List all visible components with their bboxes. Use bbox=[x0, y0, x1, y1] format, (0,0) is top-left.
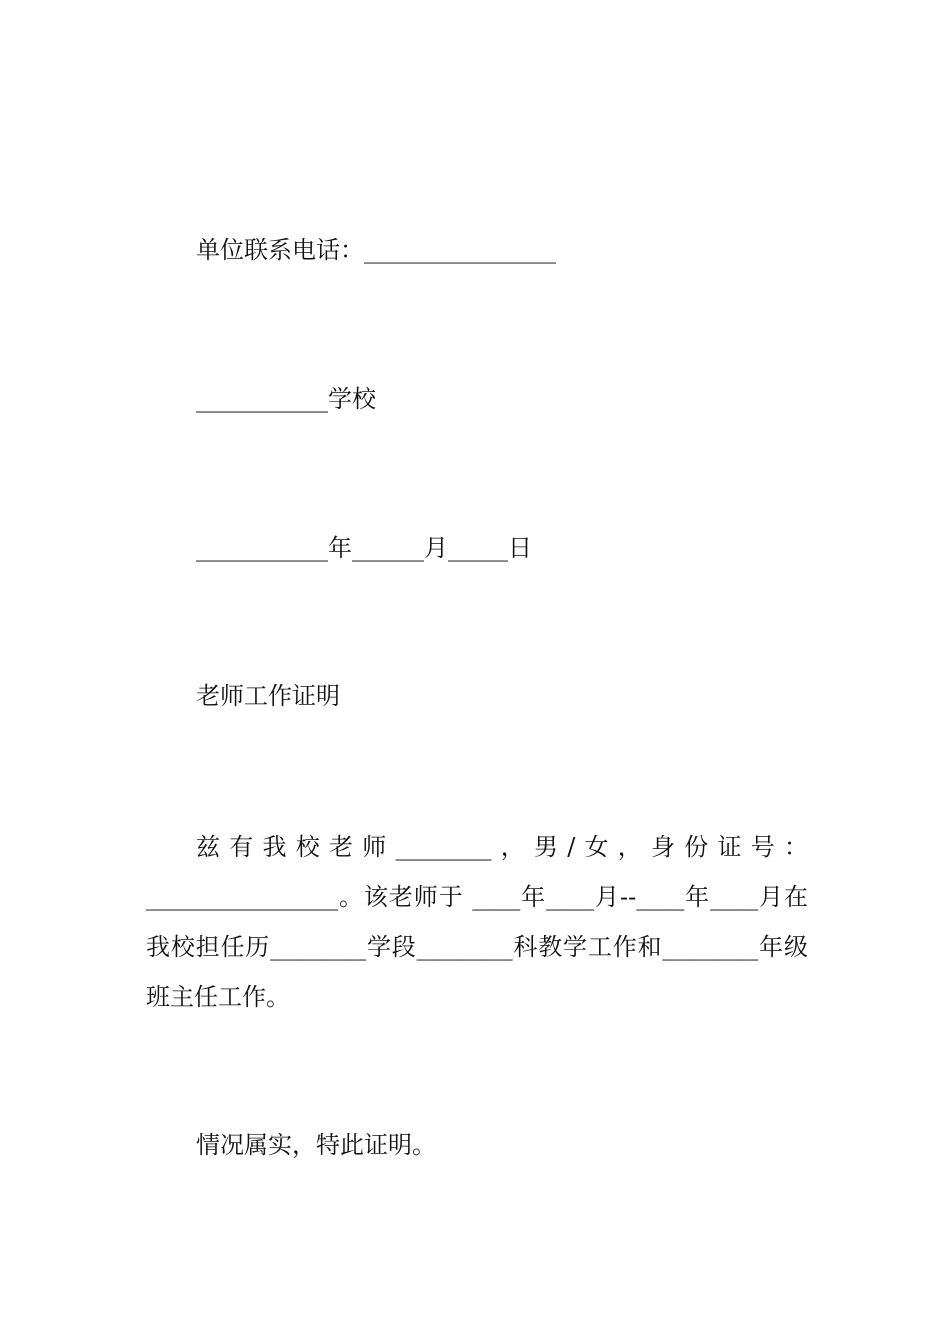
date-line: ___________年______月_____日 bbox=[196, 534, 532, 562]
certificate-body-paragraph: 兹有我校老师________，男/女，身份证号：________________。该老师于 ____年____月--____年____月在我校担任历________学段________科教学工作和________年级班主任工作。 bbox=[146, 833, 808, 1011]
school-line: ___________学校 bbox=[196, 385, 376, 413]
document-title: 老师工作证明 bbox=[196, 682, 340, 710]
unit-phone-line: 单位联系电话：________________ bbox=[196, 236, 556, 264]
closing-statement: 情况属实，特此证明。 bbox=[196, 1131, 436, 1159]
